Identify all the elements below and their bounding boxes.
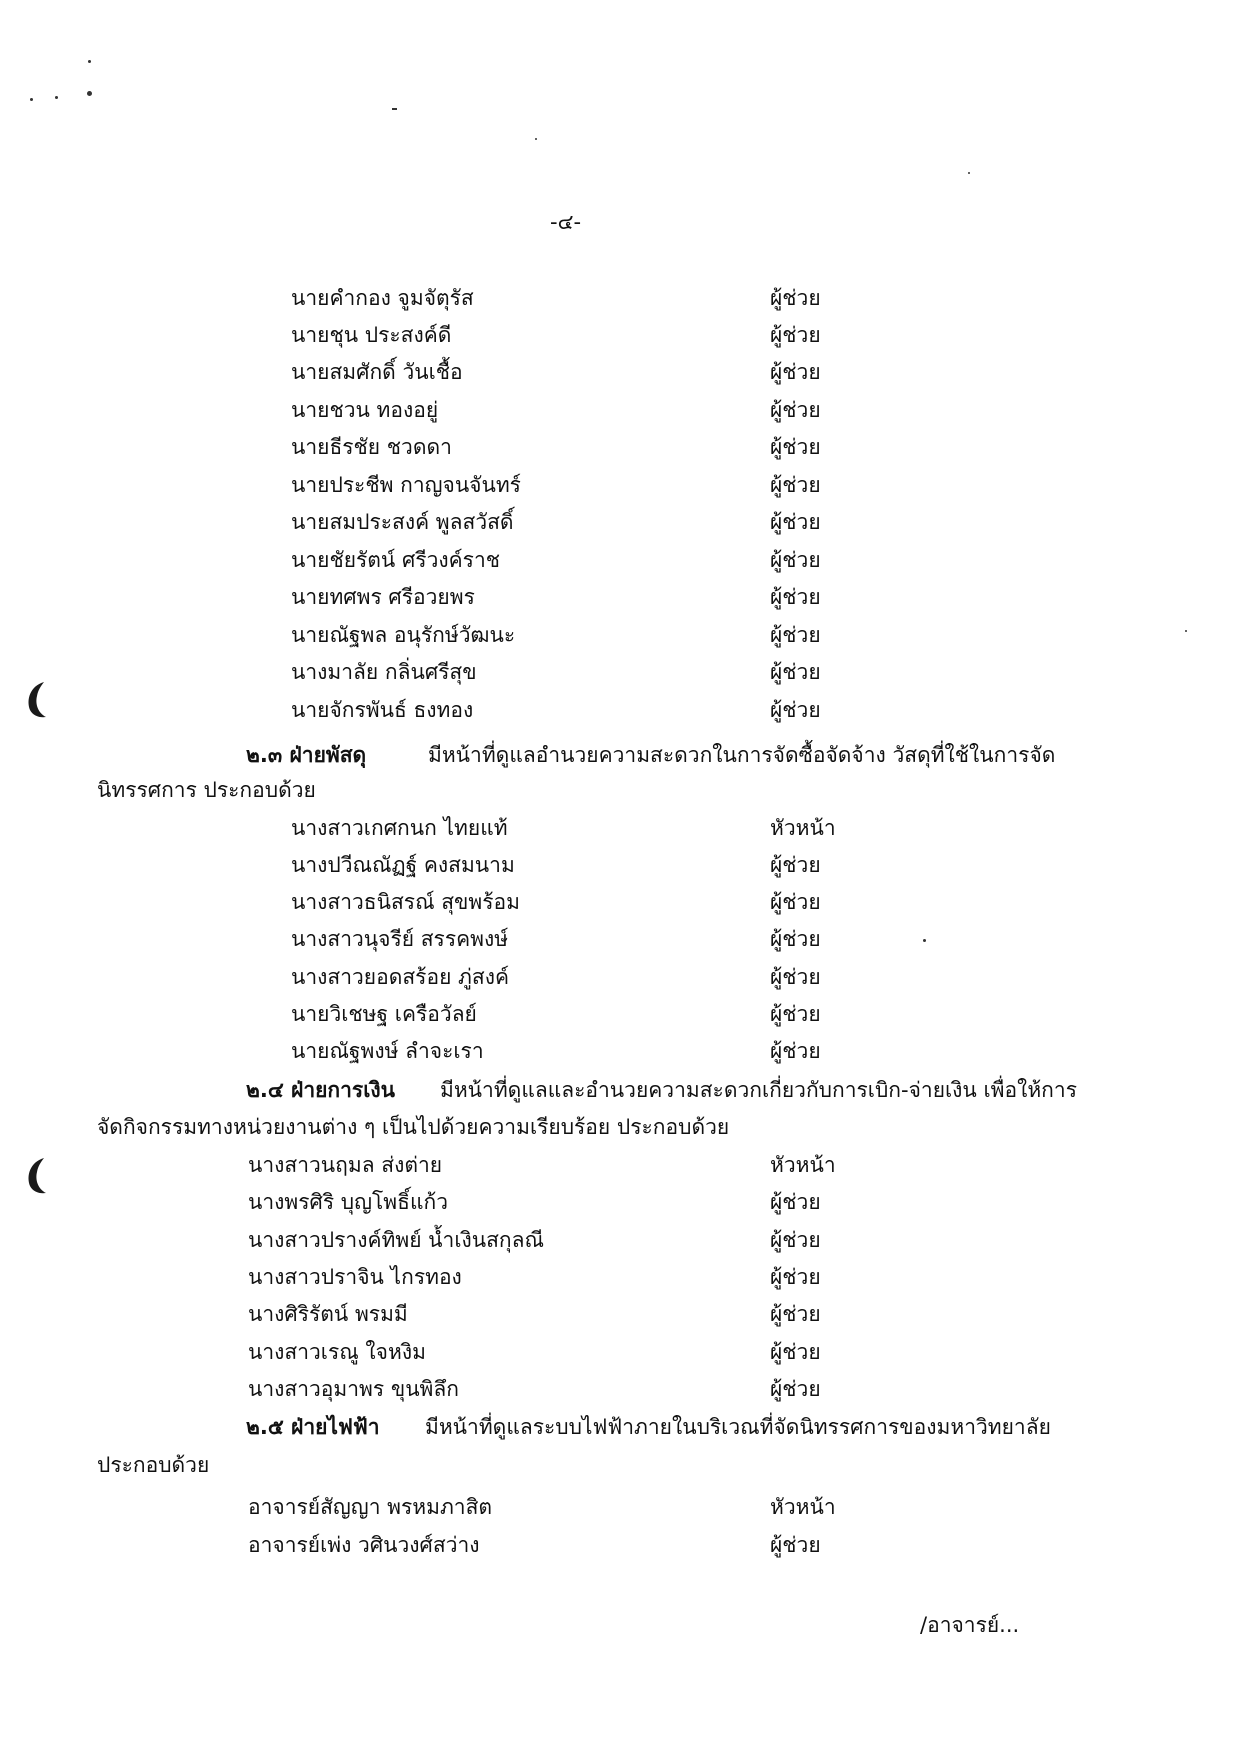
- member-role: ผู้ช่วย: [770, 698, 821, 722]
- section-heading: ๒.๓ ฝ่ายพัสดุ: [246, 743, 367, 767]
- scan-speck: [535, 138, 537, 140]
- member-role: หัวหน้า: [770, 816, 836, 840]
- scan-speck: [968, 172, 970, 174]
- member-role: ผู้ช่วย: [770, 1265, 821, 1289]
- member-role: ผู้ช่วย: [770, 286, 821, 310]
- member-name: นายธีรชัย ชวดดา: [291, 435, 452, 459]
- section-heading: ๒.๕ ฝ่ายไฟฟ้า: [246, 1415, 380, 1439]
- member-role: ผู้ช่วย: [770, 965, 821, 989]
- member-role: ผู้ช่วย: [770, 890, 821, 914]
- member-name: นายสมประสงค์ พูลสวัสดิ์: [291, 510, 514, 534]
- section-description: ประกอบด้วย: [97, 1453, 210, 1477]
- scan-speck: [392, 108, 397, 110]
- member-name: นางสาวนฤมล ส่งต่าย: [248, 1153, 443, 1177]
- member-name: นายณัฐพล อนุรักษ์วัฒนะ: [291, 623, 516, 647]
- member-role: ผู้ช่วย: [770, 398, 821, 422]
- member-role: ผู้ช่วย: [770, 323, 821, 347]
- member-name: นายชวน ทองอยู่: [291, 398, 439, 422]
- member-role: ผู้ช่วย: [770, 1002, 821, 1026]
- member-role: ผู้ช่วย: [770, 510, 821, 534]
- scan-speck: [55, 96, 58, 99]
- member-name: นางศิริรัตน์ พรมมี: [248, 1302, 408, 1326]
- section-description: มีหน้าที่ดูแลระบบไฟฟ้าภายในบริเวณที่จัดนิทรรศการของมหาวิทยาลัย: [425, 1415, 1051, 1439]
- scan-speck: [88, 60, 91, 63]
- member-name: นายวิเชษฐ เครือวัลย์: [291, 1002, 477, 1026]
- scan-speck: [1185, 630, 1187, 632]
- member-name: นางมาลัย กลิ่นศรีสุข: [291, 660, 477, 684]
- member-name: นางสาวปราจิน ไกรทอง: [248, 1265, 462, 1289]
- member-name: นายทศพร ศรีอวยพร: [291, 585, 475, 609]
- member-role: ผู้ช่วย: [770, 660, 821, 684]
- member-name: นางสาวเกศกนก ไทยแท้: [291, 816, 508, 840]
- member-name: นางปวีณณัฏฐ์ คงสมนาม: [291, 853, 515, 877]
- member-name: นายจักรพันธ์ ธงทอง: [291, 698, 474, 722]
- member-name: นางพรศิริ บุญโพธิ์แก้ว: [248, 1190, 449, 1214]
- member-role: ผู้ช่วย: [770, 1533, 821, 1557]
- member-name: นายสมศักดิ์ วันเชื้อ: [291, 360, 463, 384]
- section-description: จัดกิจกรรมทางหน่วยงานต่าง ๆ เป็นไปด้วยความเรียบร้อย ประกอบด้วย: [97, 1115, 730, 1139]
- section-heading: ๒.๔ ฝ่ายการเงิน: [246, 1078, 395, 1102]
- member-role: ผู้ช่วย: [770, 360, 821, 384]
- member-role: ผู้ช่วย: [770, 1340, 821, 1364]
- section-description: นิทรรศการ ประกอบด้วย: [97, 778, 316, 802]
- member-name: นายชุน ประสงค์ดี: [291, 323, 452, 347]
- member-name: นายคำกอง จูมจัตุรัส: [291, 286, 474, 310]
- member-role: ผู้ช่วย: [770, 548, 821, 572]
- punch-hole-mark: [22, 1156, 50, 1196]
- continuation-marker: /อาจารย์...: [920, 1613, 1020, 1637]
- member-name: นายประชีพ กาญจนจันทร์: [291, 473, 521, 497]
- section-description: มีหน้าที่ดูแลและอำนวยความสะดวกเกี่ยวกับการเบิก-จ่ายเงิน เพื่อให้การ: [440, 1078, 1077, 1102]
- scan-speck: [87, 91, 92, 96]
- member-role: หัวหน้า: [770, 1153, 836, 1177]
- member-name: นางสาวธนิสรณ์ สุขพร้อม: [291, 890, 520, 914]
- scan-speck: [30, 98, 33, 101]
- scan-speck: [923, 939, 926, 942]
- member-role: ผู้ช่วย: [770, 1302, 821, 1326]
- member-role: ผู้ช่วย: [770, 1190, 821, 1214]
- member-name: อาจารย์เพ่ง วศินวงศ์สว่าง: [248, 1533, 480, 1557]
- member-name: นางสาวเรณู ใจหงิม: [248, 1340, 426, 1364]
- member-name: นางสาวปรางค์ทิพย์ น้ำเงินสกุลณี: [248, 1228, 544, 1252]
- member-role: ผู้ช่วย: [770, 1228, 821, 1252]
- member-role: ผู้ช่วย: [770, 853, 821, 877]
- member-role: ผู้ช่วย: [770, 927, 821, 951]
- page-number: -๔-: [550, 210, 582, 234]
- member-role: ผู้ช่วย: [770, 473, 821, 497]
- section-description: มีหน้าที่ดูแลอำนวยความสะดวกในการจัดซื้อจัดจ้าง วัสดุที่ใช้ในการจัด: [428, 743, 1056, 767]
- member-name: อาจารย์สัญญา พรหมภาสิต: [248, 1495, 493, 1519]
- member-role: ผู้ช่วย: [770, 1039, 821, 1063]
- member-name: นางสาวนุจรีย์ สรรคพงษ์: [291, 927, 509, 951]
- member-name: นางสาวยอดสร้อย ภู่สงค์: [291, 965, 510, 989]
- member-name: นางสาวอุมาพร ขุนพิลึก: [248, 1377, 459, 1401]
- punch-hole-mark: [22, 680, 50, 720]
- member-role: หัวหน้า: [770, 1495, 836, 1519]
- member-name: นายณัฐพงษ์ ลำจะเรา: [291, 1039, 484, 1063]
- member-name: นายชัยรัตน์ ศรีวงค์ราช: [291, 548, 500, 572]
- member-role: ผู้ช่วย: [770, 1377, 821, 1401]
- member-role: ผู้ช่วย: [770, 435, 821, 459]
- member-role: ผู้ช่วย: [770, 623, 821, 647]
- member-role: ผู้ช่วย: [770, 585, 821, 609]
